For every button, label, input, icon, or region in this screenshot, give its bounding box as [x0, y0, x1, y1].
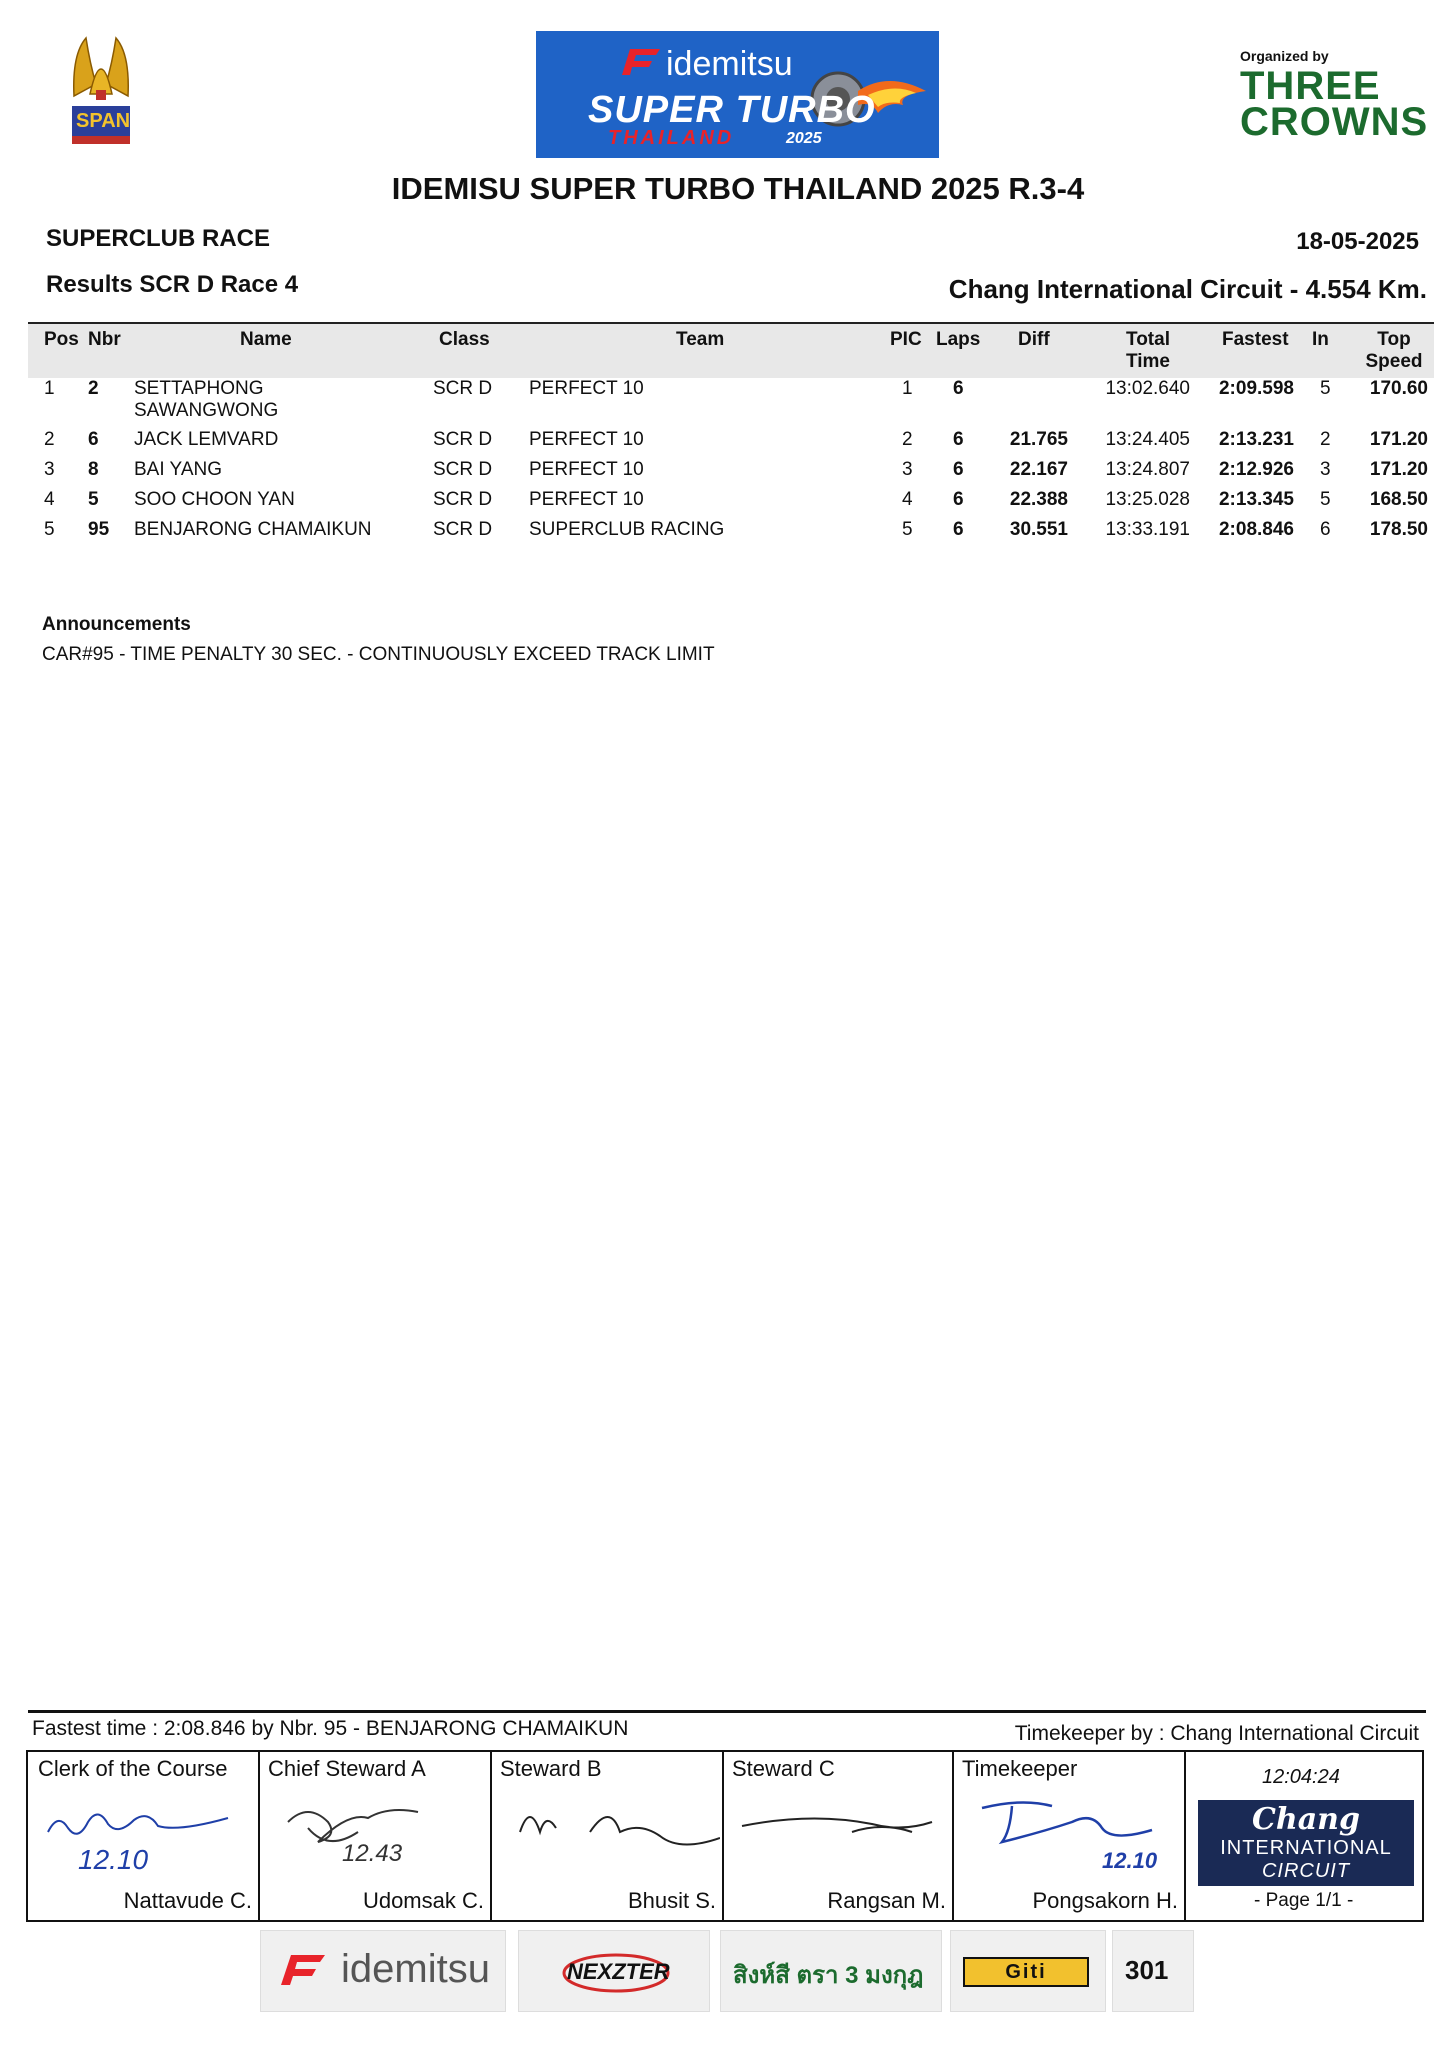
span-logo-text: SPAN — [76, 110, 131, 132]
handwritten-signature — [732, 1792, 942, 1872]
signature-note: 12.43 — [342, 1840, 403, 1867]
signature-person: Pongsakorn H. — [1032, 1888, 1178, 1913]
signature-cell-steward-c — [722, 1752, 954, 1920]
results-title: Results SCR D Race 4 — [46, 271, 299, 298]
signature-cell-timekeeper — [952, 1752, 1186, 1920]
cell-team: PERFECT 10 — [529, 429, 644, 450]
idemitsu-wing-icon — [279, 1951, 327, 1991]
cell-team: SUPERCLUB RACING — [529, 519, 725, 540]
cell-laps: 6 — [953, 429, 964, 450]
three-crowns-word1: THREE — [1240, 64, 1381, 108]
chang-circuit-logo — [1198, 1800, 1414, 1886]
cell-team: PERFECT 10 — [529, 489, 644, 510]
cell-in: 5 — [1320, 378, 1331, 399]
results-table-header — [28, 322, 1434, 378]
race-date: 18-05-2025 — [1296, 228, 1419, 255]
cell-nbr: 5 — [88, 489, 99, 510]
super-turbo-text: SUPER TURBO — [588, 89, 876, 131]
span-emblem-logo — [66, 34, 136, 146]
cell-team: PERFECT 10 — [529, 378, 644, 399]
cell-pos: 3 — [44, 459, 55, 480]
cell-total: 13:33.191 — [1105, 519, 1190, 540]
cell-total: 13:24.405 — [1105, 429, 1190, 450]
cell-laps: 6 — [953, 519, 964, 540]
cell-name: BENJARONG CHAMAIKUN — [134, 519, 372, 540]
col-in: In — [1312, 329, 1329, 350]
fastest-time-summary: Fastest time : 2:08.846 by Nbr. 95 - BENJARONG CHAMAIKUN — [32, 1717, 629, 1740]
cell-in: 2 — [1320, 429, 1331, 450]
footer-divider — [28, 1710, 1426, 1713]
cell-laps: 6 — [953, 378, 964, 399]
sponsor-idemitsu — [260, 1930, 506, 2012]
sponsor-other — [1112, 1930, 1194, 2012]
thailand-text: THAILAND — [608, 127, 735, 149]
cell-name: BAI YANG — [134, 459, 222, 480]
announcement-text: CAR#95 - TIME PENALTY 30 SEC. - CONTINUOUSLY EXCEED TRACK LIMIT — [42, 644, 715, 665]
signature-cell-clerk — [28, 1752, 260, 1920]
cell-speed: 171.20 — [1369, 429, 1428, 450]
handwritten-signature — [500, 1792, 720, 1872]
cell-diff: 21.765 — [1009, 429, 1068, 450]
cell-name: SOO CHOON YAN — [134, 489, 295, 510]
col-total-time — [1118, 329, 1178, 373]
col-total-line1: Total — [1126, 329, 1170, 350]
cell-speed: 178.50 — [1369, 519, 1428, 540]
page-number: - Page 1/1 - — [1254, 1890, 1354, 1911]
col-speed-line1: Top — [1377, 329, 1411, 350]
cell-name: SETTAPHONG — [134, 378, 264, 399]
cell-speed: 170.60 — [1369, 378, 1428, 399]
race-name: SUPERCLUB RACE — [46, 225, 271, 252]
cell-in: 5 — [1320, 489, 1331, 510]
signature-role: Clerk of the Course — [38, 1756, 228, 1781]
cell-pic: 5 — [902, 519, 913, 540]
cell-nbr: 8 — [88, 459, 99, 480]
chang-logo-line1: Chang — [1252, 1802, 1360, 1837]
col-class: Class — [439, 329, 490, 350]
signature-person: Bhusit S. — [627, 1888, 716, 1913]
col-speed-line2: Speed — [1365, 351, 1423, 372]
sponsor-three-crowns-thai — [720, 1930, 942, 2012]
cell-class: SCR D — [433, 459, 493, 480]
col-total-line2: Time — [1125, 351, 1170, 372]
cell-class: SCR D — [433, 489, 493, 510]
table-row — [28, 378, 1434, 421]
sponsor-giti-text: Giti — [963, 1957, 1089, 1987]
timekeeper-by: Timekeeper by : Chang International Circuit — [1014, 1722, 1419, 1745]
cell-pic: 3 — [902, 459, 913, 480]
cell-total: 13:02.640 — [1105, 378, 1190, 399]
cell-fastest: 2:08.846 — [1218, 519, 1294, 540]
col-top-speed — [1364, 329, 1424, 373]
col-laps: Laps — [936, 329, 981, 350]
col-nbr: Nbr — [88, 329, 121, 350]
cell-diff: 30.551 — [1009, 519, 1068, 540]
signature-cell-steward-b — [490, 1752, 724, 1920]
signature-person: Rangsan M. — [827, 1888, 946, 1913]
cell-nbr: 95 — [88, 519, 110, 540]
print-time-stamp: 12:04:24 — [1262, 1766, 1340, 1788]
sponsor-other-text: 301 — [1125, 1955, 1169, 1985]
signature-cell-chief-steward — [258, 1752, 492, 1920]
sponsor-nexzter — [518, 1930, 710, 2012]
table-row — [28, 489, 1434, 519]
idemitsu-brand-text: idemitsu — [666, 45, 793, 83]
document-title: IDEMISU SUPER TURBO THAILAND 2025 R.3-4 — [391, 171, 1085, 206]
sponsor-giti — [950, 1930, 1106, 2012]
cell-fastest: 2:09.598 — [1218, 378, 1294, 399]
signature-person: Nattavude C. — [123, 1888, 252, 1913]
circuit-info: Chang International Circuit - 4.554 Km. — [948, 274, 1427, 304]
sponsor-nexzter-text: NEXZTER — [567, 1959, 670, 1984]
cell-laps: 6 — [953, 489, 964, 510]
table-row — [28, 429, 1434, 459]
cell-pos: 1 — [44, 378, 55, 399]
cell-pic: 1 — [902, 378, 913, 399]
cell-diff: 22.167 — [1009, 459, 1068, 480]
cell-speed: 171.20 — [1369, 459, 1428, 480]
cell-fastest: 2:13.345 — [1218, 489, 1294, 510]
signature-person: Udomsak C. — [362, 1888, 484, 1913]
table-row — [28, 519, 1434, 549]
cell-in: 3 — [1320, 459, 1331, 480]
col-fastest: Fastest — [1222, 329, 1289, 350]
chang-logo-line2: INTERNATIONAL — [1220, 1837, 1392, 1859]
signature-note: 12.10 — [1102, 1848, 1158, 1873]
table-row — [28, 459, 1434, 489]
sponsor-idemitsu-text: idemitsu — [341, 1947, 490, 1991]
cell-speed: 168.50 — [1369, 489, 1428, 510]
cell-fastest: 2:13.231 — [1218, 429, 1294, 450]
cell-name-line2: SAWANGWONG — [134, 400, 279, 421]
idemitsu-super-turbo-logo — [536, 31, 939, 158]
cell-total: 13:25.028 — [1105, 489, 1190, 510]
cell-pic: 4 — [902, 489, 913, 510]
col-diff: Diff — [1018, 329, 1050, 350]
col-pos: Pos — [44, 329, 79, 350]
cell-class: SCR D — [433, 519, 493, 540]
cell-nbr: 2 — [88, 378, 99, 399]
logo-year-text: 2025 — [786, 130, 822, 147]
cell-nbr: 6 — [88, 429, 99, 450]
organized-by-label: Organized by — [1240, 48, 1329, 64]
cell-name: JACK LEMVARD — [134, 429, 279, 450]
cell-diff: 22.388 — [1009, 489, 1068, 510]
col-name: Name — [240, 329, 292, 350]
signature-role: Steward C — [732, 1756, 835, 1781]
cell-pic: 2 — [902, 429, 913, 450]
cell-pos: 4 — [44, 489, 55, 510]
announcements-title: Announcements — [42, 614, 191, 635]
cell-laps: 6 — [953, 459, 964, 480]
cell-pos: 5 — [44, 519, 55, 540]
chang-logo-line3: CIRCUIT — [1261, 1860, 1351, 1882]
cell-team: PERFECT 10 — [529, 459, 644, 480]
three-crowns-word2: CROWNS — [1240, 100, 1429, 144]
cell-class: SCR D — [433, 378, 493, 399]
cell-fastest: 2:12.926 — [1218, 459, 1294, 480]
signature-role: Steward B — [500, 1756, 602, 1781]
col-pic: PIC — [890, 329, 922, 350]
cell-class: SCR D — [433, 429, 493, 450]
cell-pos: 2 — [44, 429, 55, 450]
cell-total: 13:24.807 — [1105, 459, 1190, 480]
idemitsu-wing-icon — [620, 45, 662, 81]
col-team: Team — [676, 329, 725, 350]
signature-note: 12.10 — [78, 1844, 149, 1875]
signature-role: Timekeeper — [962, 1756, 1078, 1781]
signature-role: Chief Steward A — [268, 1756, 426, 1781]
sponsor-thai-text: สิงห์สี ตรา 3 มงกุฎ — [733, 1962, 924, 1989]
cell-in: 6 — [1320, 519, 1331, 540]
